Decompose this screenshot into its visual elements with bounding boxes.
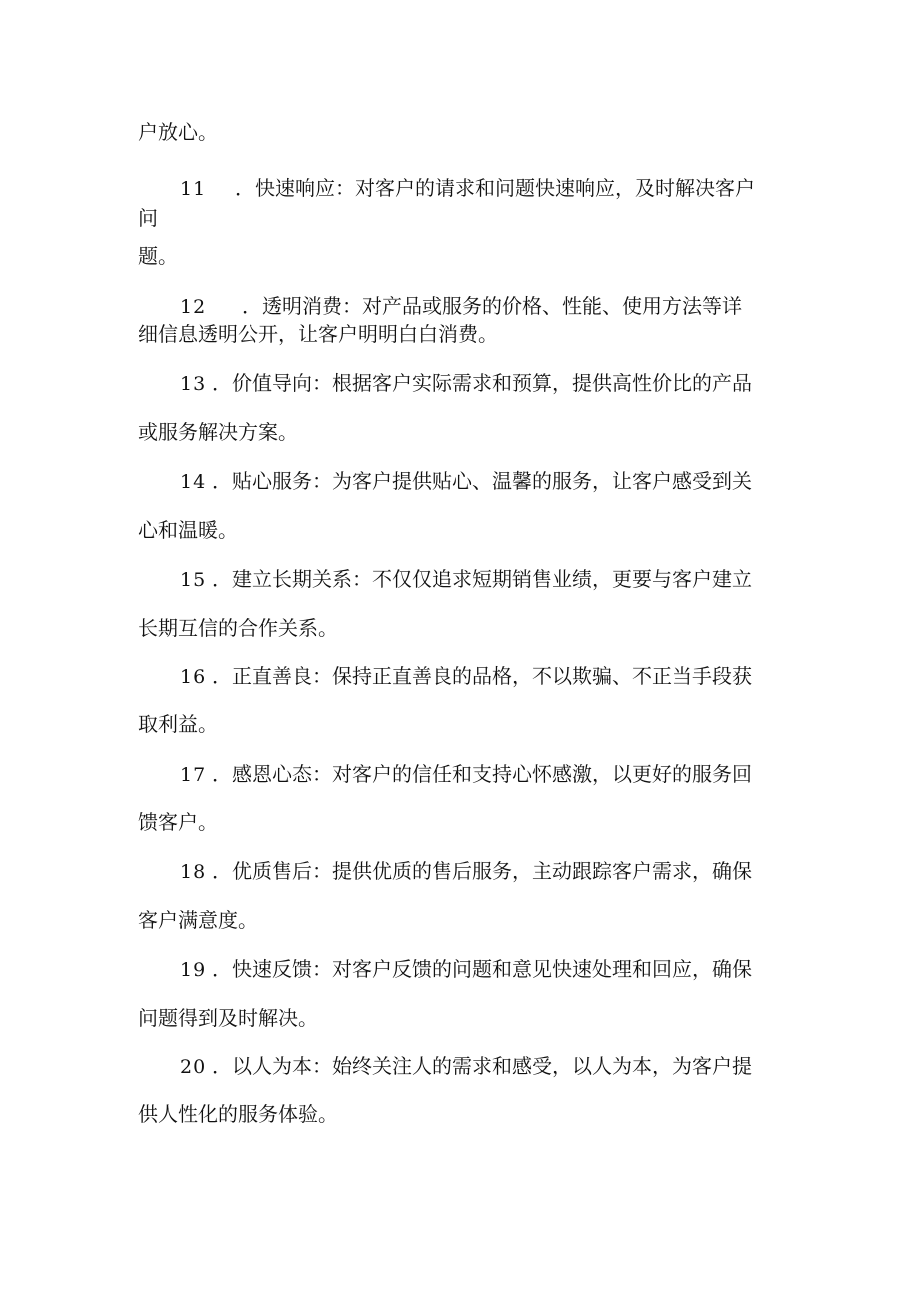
item-number: 19 [180, 959, 207, 981]
item-text: ．快速响应：对客户的请求和问题快速响应，及时解决客户 [235, 176, 755, 200]
item-cont-text: 馈客户。 [138, 810, 218, 834]
item-text: ．优质售后：提供优质的售后服务，主动跟踪客户需求，确保 [212, 859, 752, 883]
item-number: 13 [180, 373, 207, 395]
list-item-11 [180, 174, 830, 203]
item-text: ．价值导向：根据客户实际需求和预算，提供高性价比的产品 [212, 371, 752, 395]
item-number: 17 [180, 764, 207, 786]
item-cont-text: 问题得到及时解决。 [138, 1006, 318, 1030]
item-cont-text: 长期互信的合作关系。 [138, 616, 338, 640]
item-text: ．建立长期关系：不仅仅追求短期销售业绩，更要与客户建立 [212, 567, 752, 591]
list-item-16 [180, 662, 830, 691]
item-text: ．快速反馈：对客户反馈的问题和意见快速处理和回应，确保 [212, 957, 752, 981]
list-item-13-cont [138, 418, 788, 446]
list-item-19-cont [138, 1004, 788, 1032]
list-item-13 [180, 369, 830, 398]
list-item-20-cont [138, 1100, 788, 1128]
list-item-15 [180, 565, 830, 594]
item-text: ．透明消费：对产品或服务的价格、性能、使用方法等详 [242, 294, 742, 318]
item-text: ．以人为本：始终关注人的需求和感受，以人为本，为客户提 [212, 1054, 752, 1078]
list-item-12-cont [138, 320, 788, 348]
item-wrap-text: 问 [138, 206, 158, 230]
item-number: 15 [180, 569, 207, 591]
item-cont-text: 心和温暖。 [138, 518, 238, 542]
list-item-20 [180, 1052, 830, 1081]
item-cont-text: 细信息透明公开，让客户明明白白消费。 [138, 322, 498, 346]
list-item-11-wrap [138, 204, 788, 232]
list-item-17-cont [138, 808, 788, 836]
item-wrap-text: 题。 [138, 244, 178, 268]
item-text: ．感恩心态：对客户的信任和支持心怀感激，以更好的服务回 [212, 762, 752, 786]
list-item-11-wrap2 [138, 242, 788, 270]
item-cont-text: 取利益。 [138, 712, 218, 736]
item-number: 12 [180, 296, 207, 318]
list-item-19 [180, 955, 830, 984]
list-item-17 [180, 760, 830, 789]
list-item-18-cont [138, 906, 788, 934]
item-number: 16 [180, 666, 207, 688]
item-cont-text: 供人性化的服务体验。 [138, 1102, 338, 1126]
item-cont-text: 客户满意度。 [138, 908, 258, 932]
item-text: ．正直善良：保持正直善良的品格，不以欺骗、不正当手段获 [212, 664, 752, 688]
list-item-12 [180, 292, 830, 321]
list-item-16-cont [138, 710, 788, 738]
item-text: ．贴心服务：为客户提供贴心、温馨的服务，让客户感受到关 [212, 469, 752, 493]
list-item-15-cont [138, 614, 788, 642]
item-number: 14 [180, 471, 207, 493]
continuation-text: 户放心。 [138, 120, 218, 144]
list-item-18 [180, 857, 830, 886]
item-number: 11 [180, 178, 207, 200]
list-item-14 [180, 467, 830, 496]
paragraph-continuation [138, 118, 788, 146]
item-number: 20 [180, 1056, 207, 1078]
list-item-14-cont [138, 516, 788, 544]
item-cont-text: 或服务解决方案。 [138, 420, 298, 444]
item-number: 18 [180, 861, 207, 883]
